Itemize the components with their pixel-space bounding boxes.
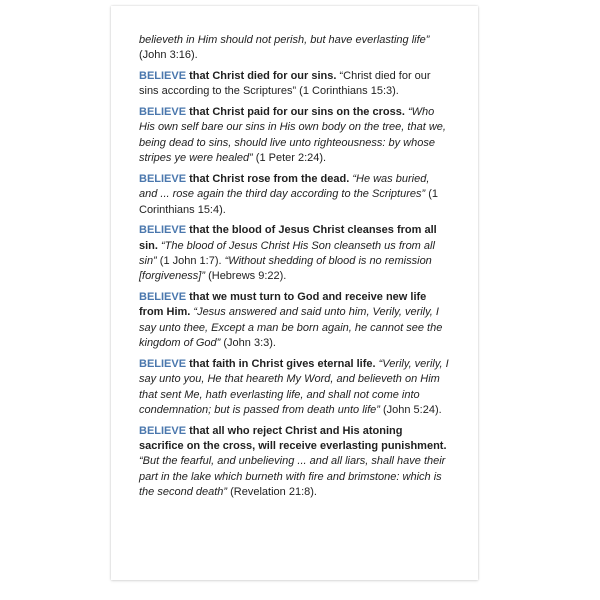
belief-keyword: BELIEVE: [139, 357, 187, 370]
belief-keyword: BELIEVE: [139, 291, 187, 304]
belief-list: [139, 69, 449, 501]
belief-statement: that the blood of Jesus Christ cleanses from all sin.: [139, 224, 437, 252]
scripture-quote: “Verily, verily, I say unto you, He that heareth My Word, and believeth on Him that sent Me, hath everlasting life, and shall not come into condemnation; but is passed from death unto life”: [139, 357, 449, 417]
belief-keyword: BELIEVE: [139, 172, 187, 185]
scripture-reference: “Christ died for our sins according to the Scriptures” (1 Corinthians 15:3).: [139, 70, 431, 98]
tract-text: [139, 33, 449, 506]
scripture-reference: (1 Corinthians 15:4).: [139, 188, 439, 216]
scripture-quote: “Jesus answered and said unto him, Verily, verily, I say unto thee, Except a man be born again, he cannot see the kingdom of God”: [139, 306, 443, 350]
scripture-quote: “Who His own self bare our sins in His own body on the tree, that we, being dead to sins, should live unto righteousness: by whose stripes ye were healed”: [139, 106, 446, 165]
intro-paragraph: [139, 33, 449, 64]
intro-quote: believeth in Him should not perish, but have everlasting life”: [139, 34, 430, 46]
scripture-reference: (Hebrews 9:22).: [205, 270, 287, 283]
scripture-quote: “The blood of Jesus Christ His Son cleanseth us from all sin”: [139, 239, 435, 268]
belief-statement: that Christ rose from the dead.: [186, 172, 350, 185]
belief-keyword: BELIEVE: [139, 424, 187, 437]
scripture-quote: “He was buried, and ... rose again the third day according to the Scriptures”: [139, 172, 430, 201]
belief-keyword: BELIEVE: [139, 106, 187, 118]
scripture-reference: (John 5:24).: [379, 404, 442, 417]
belief-paragraph: [139, 223, 449, 285]
belief-statement: that Christ paid for our sins on the cross.: [186, 106, 405, 118]
scripture-reference: (1 Peter 2:24).: [252, 152, 327, 165]
scripture-quote: “Without shedding of blood is no remission [forgiveness]”: [139, 255, 432, 283]
belief-keyword: BELIEVE: [139, 70, 187, 82]
scripture-reference: (1 John 1:7).: [156, 255, 222, 268]
scripture-reference: (John 3:3).: [220, 337, 276, 350]
belief-statement: that faith in Christ gives eternal life.: [186, 357, 376, 370]
belief-paragraph: [139, 290, 449, 352]
belief-paragraph: [139, 357, 449, 419]
belief-statement: that we must turn to God and receive new life from Him.: [139, 291, 427, 319]
belief-paragraph: [139, 172, 449, 218]
belief-keyword: BELIEVE: [139, 224, 187, 237]
scripture-reference: (Revelation 21:8).: [227, 486, 317, 499]
tract-page: [111, 6, 478, 580]
belief-paragraph: [139, 69, 449, 100]
belief-statement: that all who reject Christ and His atoning sacrifice on the cross, will receive everlasting punishment.: [139, 424, 447, 453]
belief-statement: that Christ died for our sins.: [186, 70, 337, 82]
belief-paragraph: [139, 424, 449, 501]
belief-paragraph: [139, 105, 449, 167]
scripture-quote: “But the fearful, and unbelieving ... and all liars, shall have their part in the lake which burneth with fire and brimstone: which is the second death”: [139, 455, 446, 499]
intro-reference: (John 3:16).: [139, 49, 198, 62]
